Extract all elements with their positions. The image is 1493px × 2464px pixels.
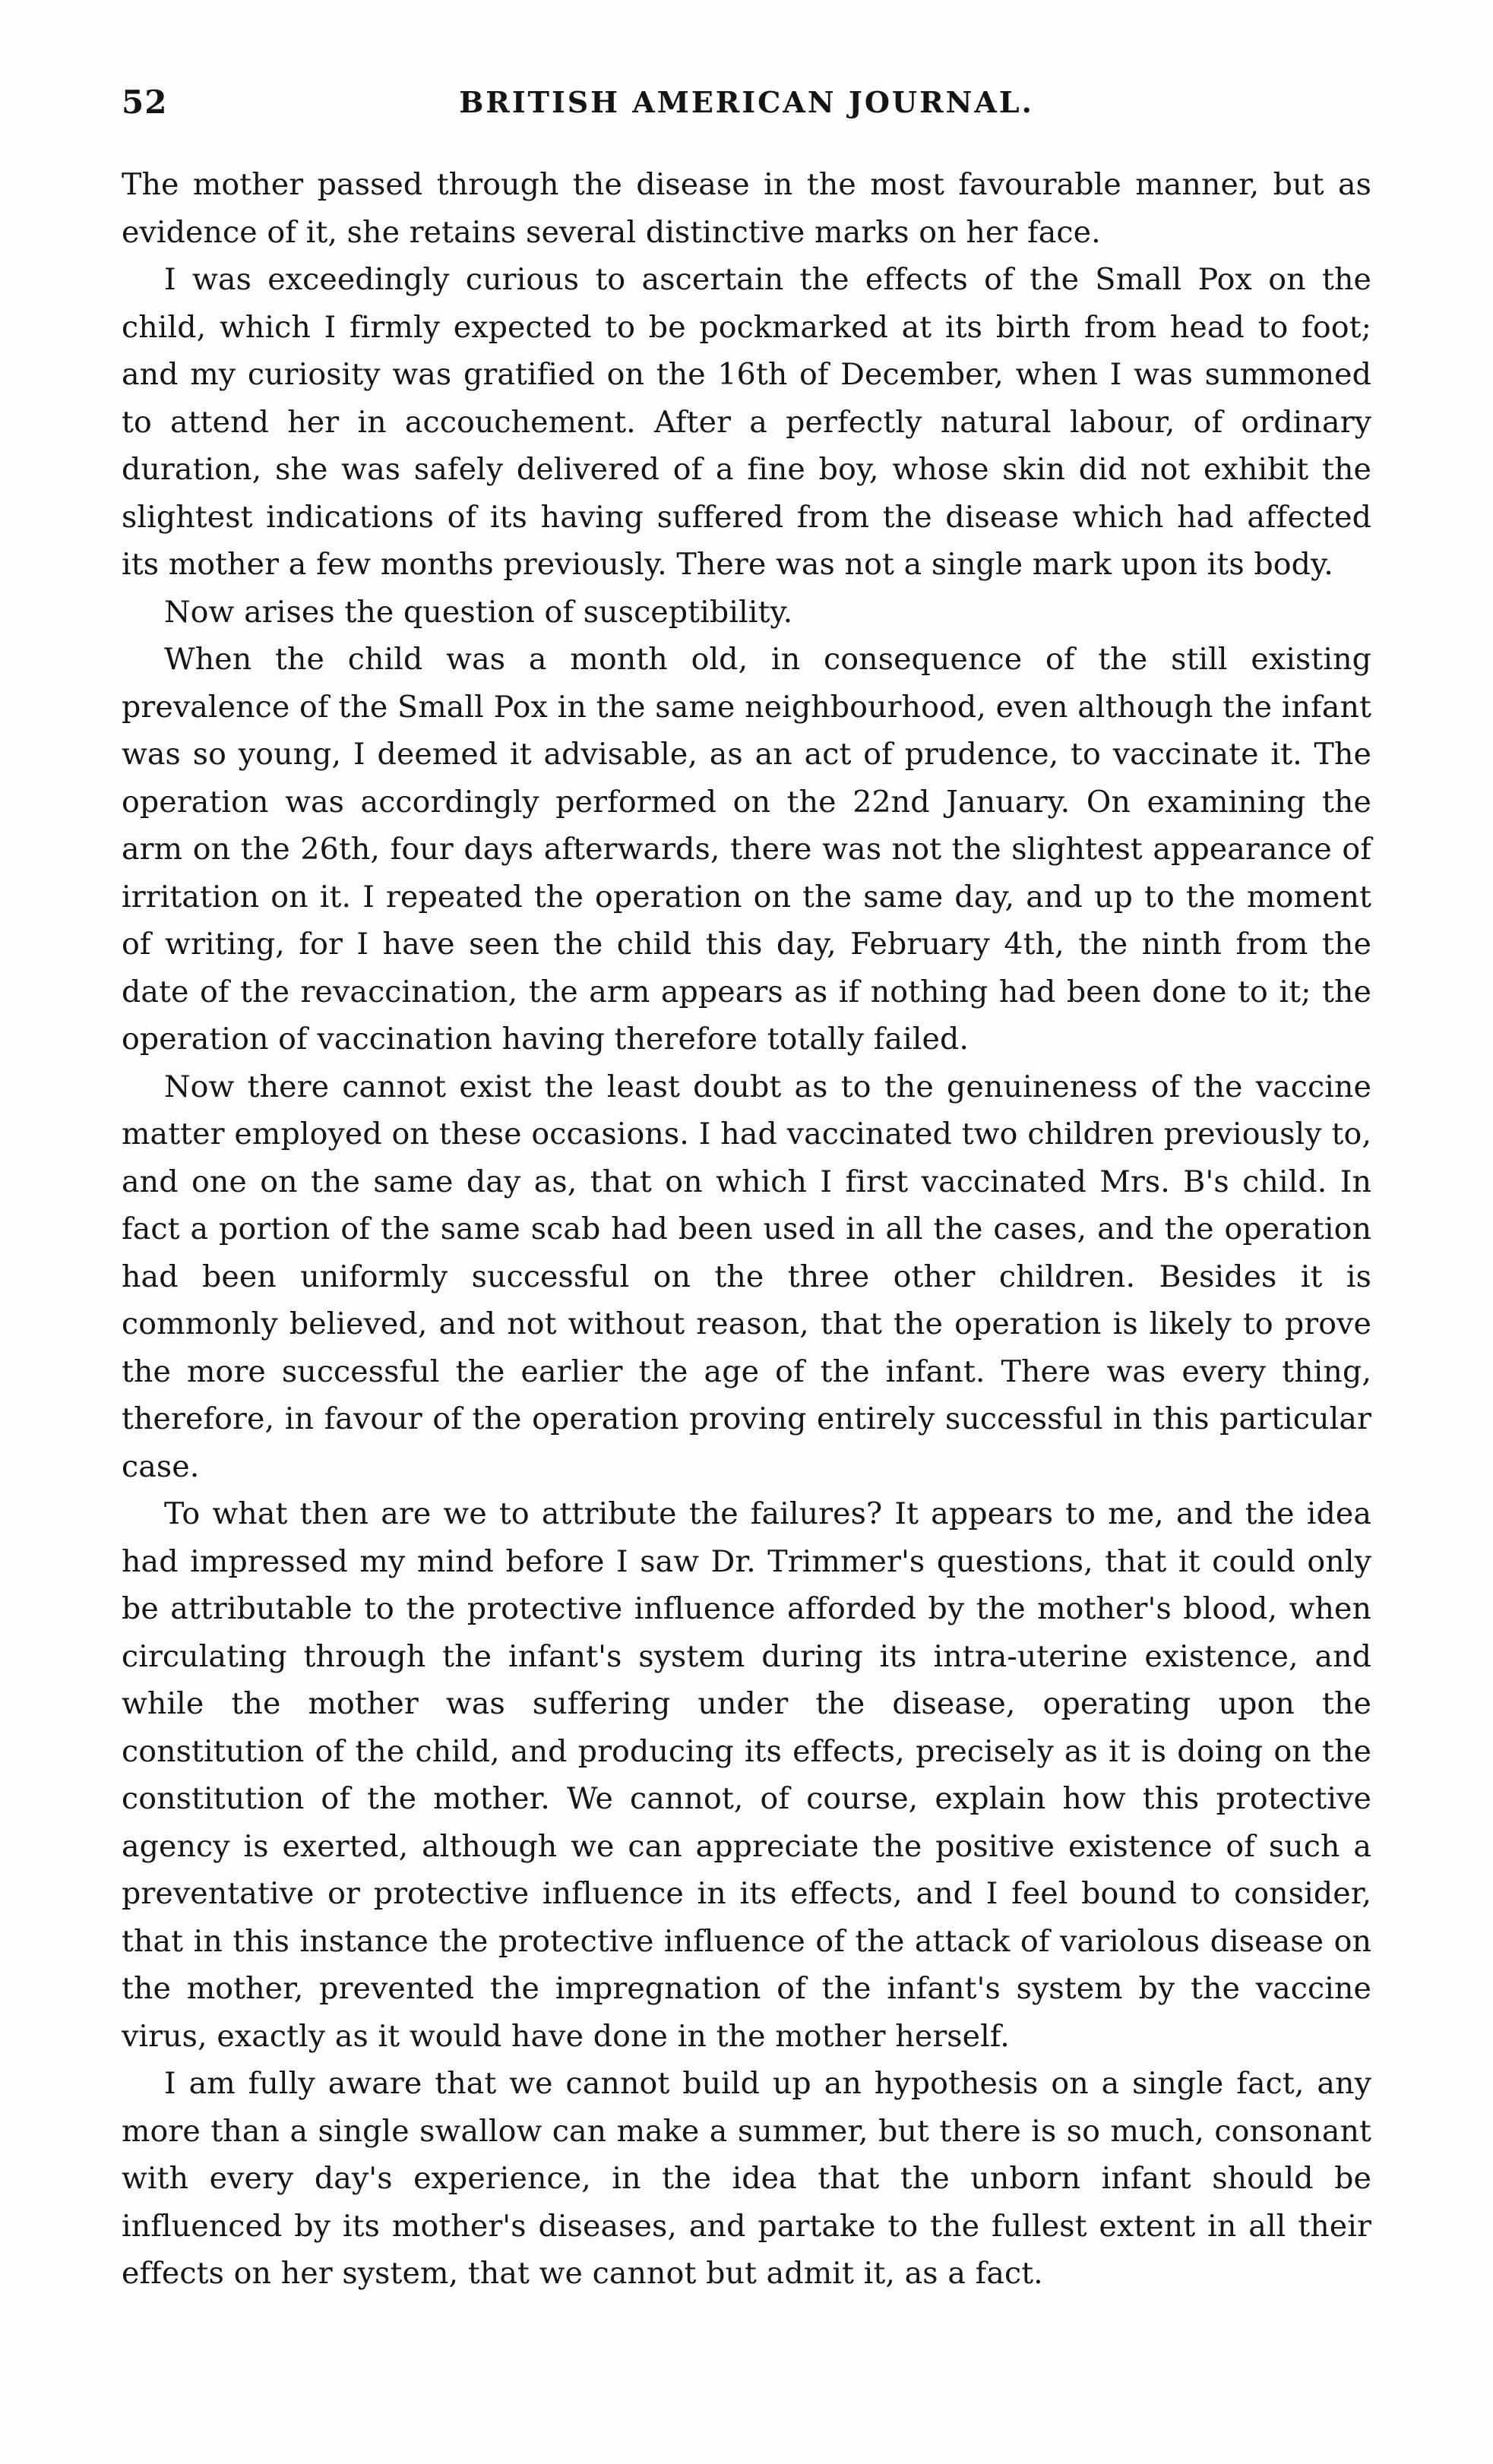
paragraph: I was exceedingly curious to ascertain the effects of the Small Pox on the child, which I firmly expected to be pockmarked at its birth from head to foot; and my curiosity was gratified on the 16th of December, when I was summoned to attend her in accouchement. After a perfectly natural labour, of ordinary duration, she was safely delivered of a fine boy, whose skin did not exhibit the slightest indications of its having suffered from the disease which had affected its mother a few months previously. There was not a single mark upon its body. [122,262,1371,582]
paragraph-continued: The mother passed through the disease in the most favourable manner, but as evidence of it, she retains several distinctive marks on her face. [122,167,1371,250]
running-title: BRITISH AMERICAN JOURNAL. [459,85,1034,119]
paragraph: I am fully aware that we cannot build up an hypothesis on a single fact, any more than a single swallow can make a summer, but there is so much, consonant with every day's experience, in the idea that the unborn infant should be influenced by its mother's diseases, and partake to the fullest extent in all their effects on her system, that we cannot but admit it, as a fact. [122,2066,1371,2291]
page-header [122,84,1371,129]
paragraph: Now there cannot exist the least doubt as to the genuineness of the vaccine matter employed on these occasions. I had vaccinated two children previously to, and one on the same day as, that on which I first vaccinated Mrs. B's child. In fact a portion of the same scab had been used in all the cases, and the operation had been uniformly successful on the three other children. Besides it is commonly believed, and not without reason, that the operation is likely to prove the more successful the earlier the age of the infant. There was every thing, therefore, in favour of the operation proving entirely successful in this particular case. [122,1069,1371,1484]
article-body [122,161,1371,2298]
paragraph: Now arises the question of susceptibility. [164,594,793,630]
paragraph: When the child was a month old, in consequence of the still existing prevalence of the Small Pox in the same neighbourhood, even although the infant was so young, I deemed it advisable, as an act of prudence, to vaccinate it. The operation was accordingly performed on the 22nd January. On examining the arm on the 26th, four days afterwards, there was not the slightest appearance of irritation on it. I repeated the operation on the same day, and up to the moment of writing, for I have seen the child this day, February 4th, the ninth from the date of the revaccination, the arm appears as if nothing had been done to it; the operation of vaccination having therefore totally failed. [122,642,1371,1057]
page-number: 52 [122,84,168,121]
paragraph: To what then are we to attribute the failures? It appears to me, and the idea had impressed my mind before I saw Dr. Trimmer's questions, that it could only be attributable to the protective influence afforded by the mother's blood, when circulating through the infant's system during its intra-uterine existence, and while the mother was suffering under the disease, operating upon the constitution of the child, and producing its effects, precisely as it is doing on the constitution of the mother. We cannot, of course, explain how this protective agency is exerted, although we can appreciate the positive existence of such a preventative or protective influence in its effects, and I feel bound to consider, that in this instance the protective influence of the attack of variolous disease on the mother, prevented the impregnation of the infant's system by the vaccine virus, exactly as it would have done in the mother herself. [122,1496,1371,2054]
